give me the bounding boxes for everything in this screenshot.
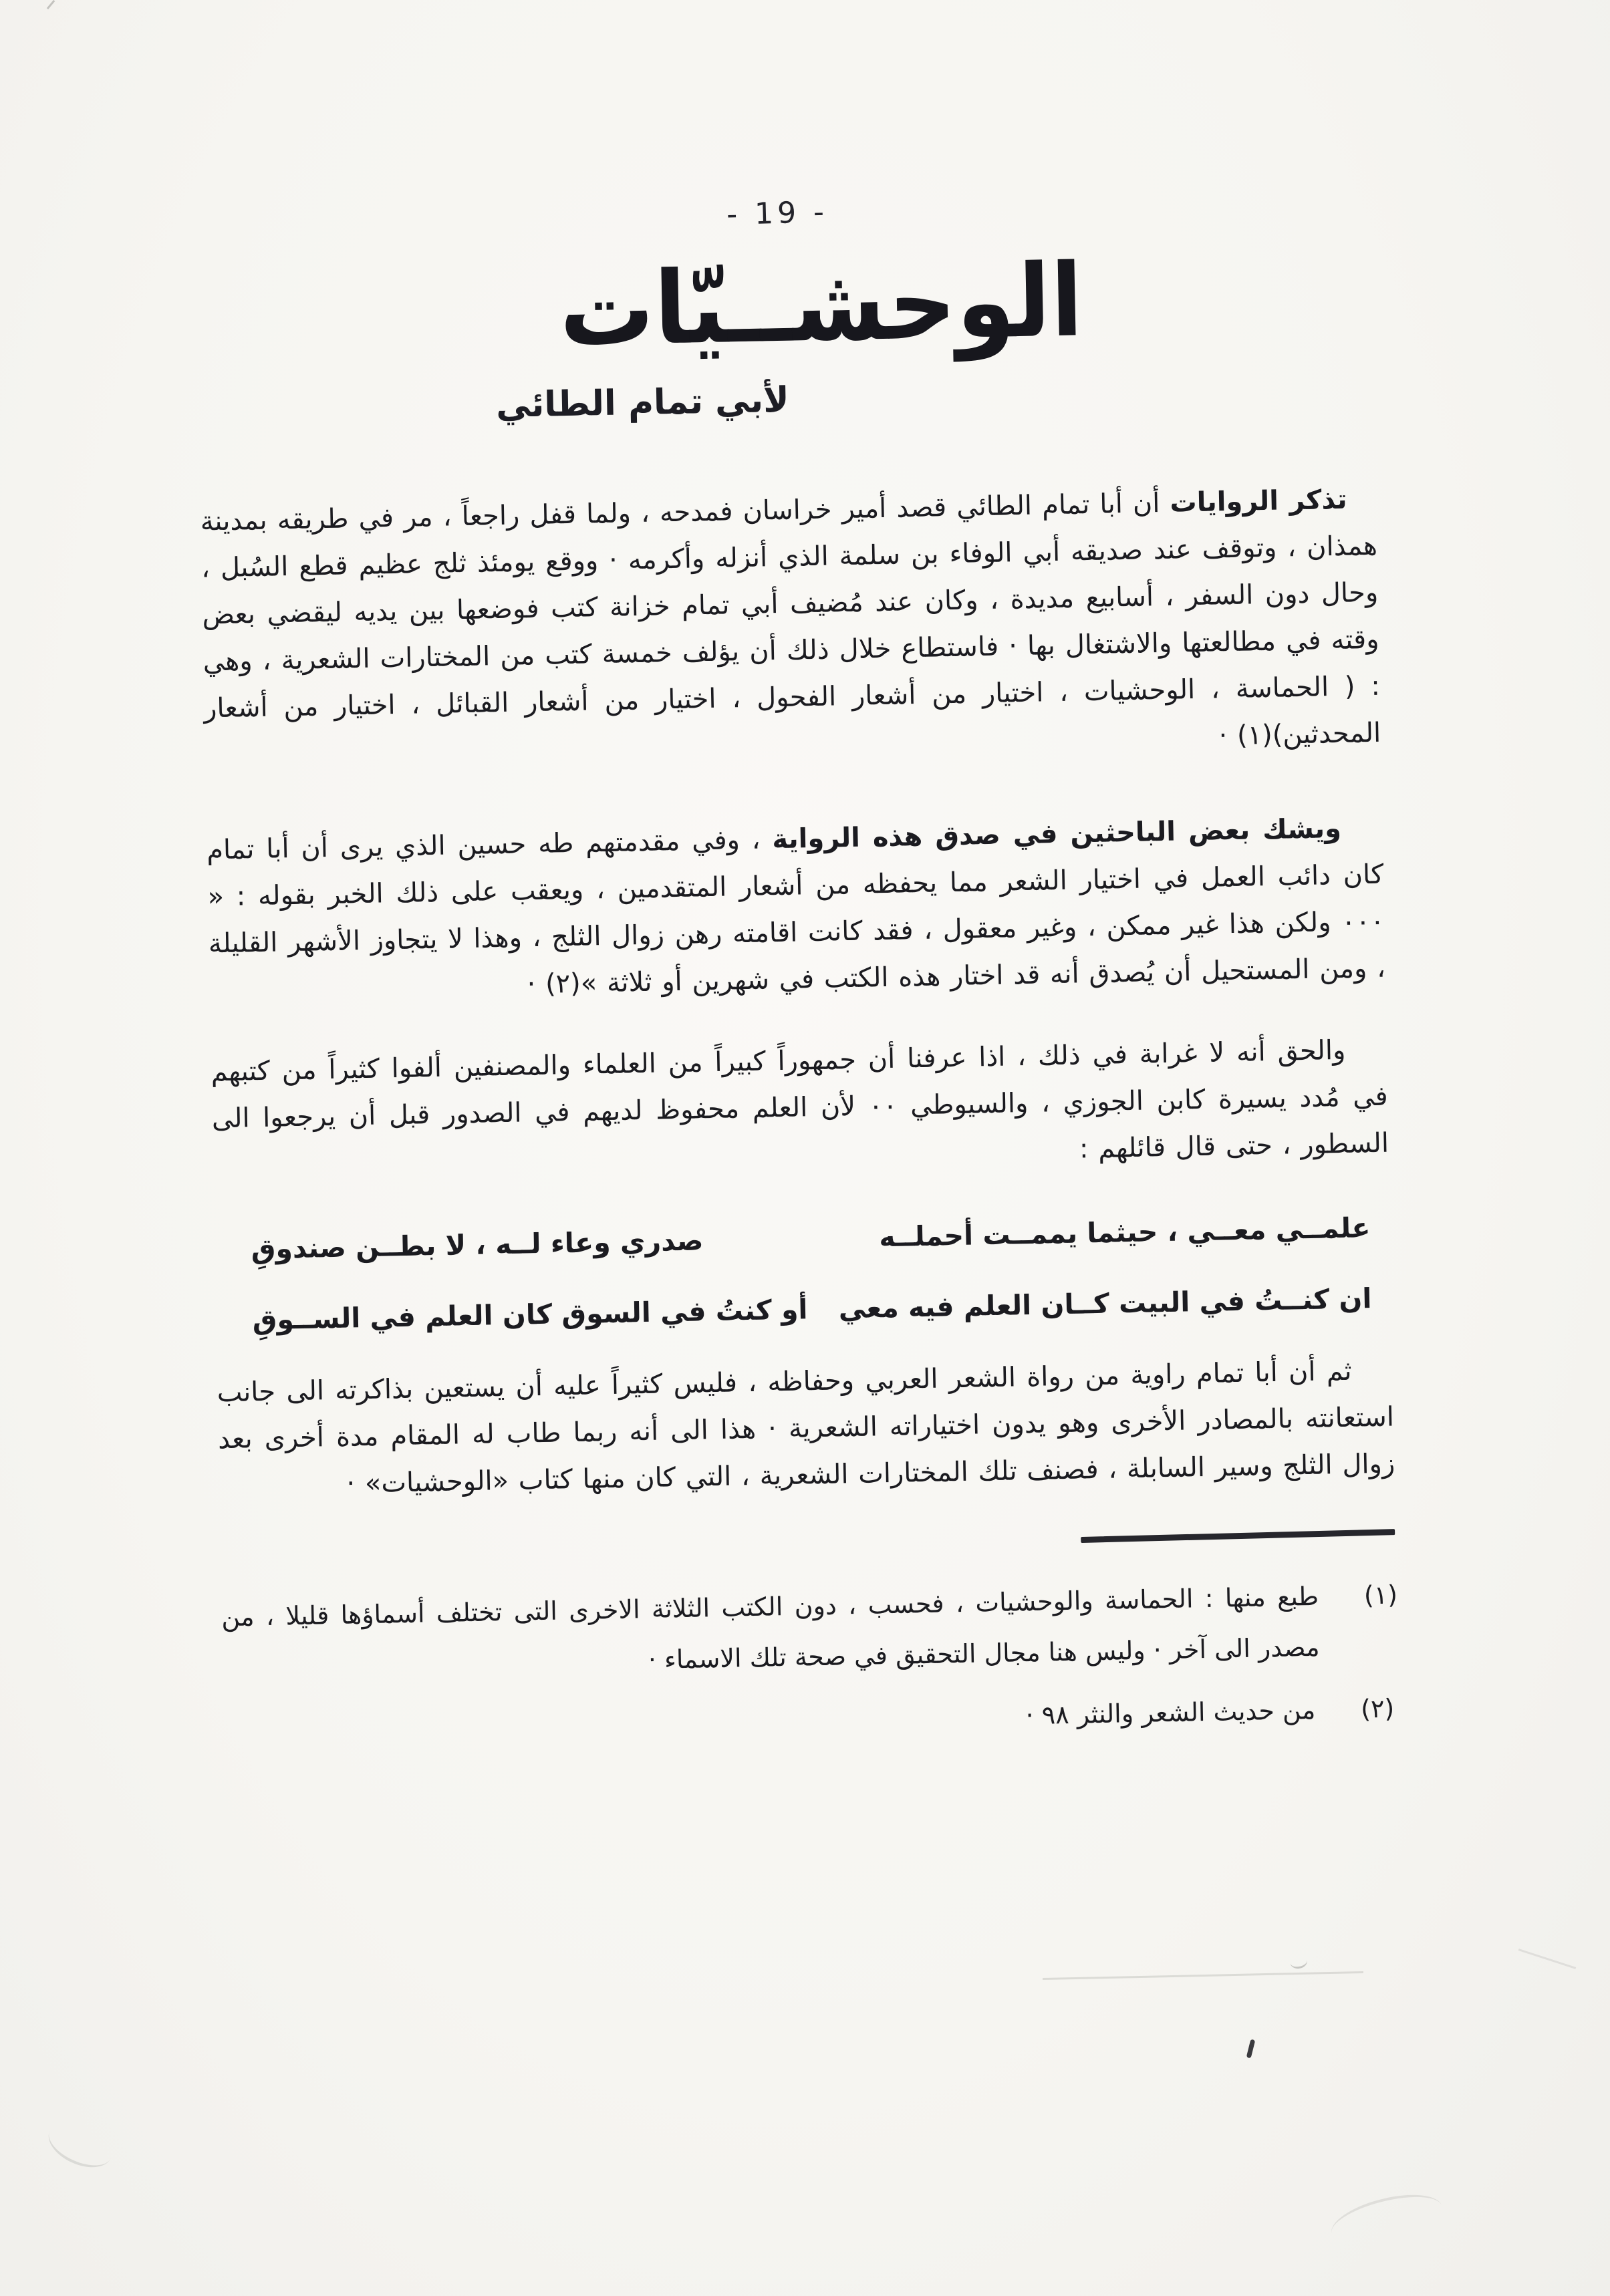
paragraph-4-text: ثم أن أبا تمام راوية من رواة الشعر العربي وحفاظه ، فليس كثيراً عليه أن يستعين بذاكرته الى جانب استعانته بالمصادر الأخرى وهو يدون اختياراته الشعرية · هذا الى أنه ربما طاب له المقام مدة أخرى بعد زوال الثلج وسير السابلة ، فصنف تلك المختارات الشعرية ، التي كان منها كتاب «الوحشيات» ·	[217, 1355, 1395, 1499]
paragraph-1-lead: تذكر الروايات	[1170, 484, 1347, 519]
scan-artifact	[1289, 1953, 1308, 1970]
scan-artifact	[47, 0, 66, 19]
scan-artifact	[41, 2113, 118, 2176]
footnote-1-number: (١)	[1363, 1580, 1398, 1610]
scan-artifact	[1246, 2039, 1256, 2059]
scan-artifact	[1043, 1971, 1363, 1980]
page-number: - 19 -	[726, 194, 829, 232]
scan-artifact	[1327, 2185, 1447, 2254]
footnote-2-text: من حديث الشعر والنثر ٩٨ ·	[1025, 1695, 1316, 1731]
footnotes	[221, 1570, 1400, 1757]
footnote-2-number: (٢)	[1360, 1693, 1395, 1724]
paragraph-2-lead: ويشك بعض الباحثين في صدق هذه الرواية	[771, 813, 1342, 855]
page-title: الوحشــيّات	[558, 243, 1085, 370]
page-content	[190, 0, 1400, 1756]
verse-1-right-hemistich: علمــي معــي ، حيثما يممــت أحملــه	[878, 1211, 1371, 1254]
footnote-1	[221, 1570, 1399, 1694]
paragraph-1	[200, 476, 1381, 779]
verse-2-left-hemistich: أو كنتُ في السوق كان العلم في الســوقِ	[252, 1293, 808, 1336]
paragraph-1-text: أن أبا تمام الطائي قصد أمير خراسان فمدحه ، ولما قفل راجعاً ، مر في طريقه بمدينة همذان ، وتوقف عند صديقه أبي الوفاء بن سلمة الذي أنزله وأكرمه · ووقع يومئذ ثلج عظيم قطع السُبل ، وحال دون السفر ، أسابيع مديدة ، وكان عند مُضيف أبي تمام خزانة كتب فوضعها بين يديه ليقضي بعض وقته في مطالعتها والاشتغال بها · فاستطاع خلال ذلك أن يؤلف خمسة كتب من المختارات الشعرية ، وهي : ( الحماسة ، الوحشيات ، اختيار من أشعار الفحول ، اختيار من أشعار القبائل ، اختيار من أشعار المحدثين)(١) ·	[200, 487, 1381, 752]
verse-line-2	[252, 1275, 1372, 1343]
scan-artifact	[1518, 1949, 1577, 1969]
footnote-1-text: طبع منها : الحماسة والوحشيات ، فحسب ، دون الكتب الثلاثة الاخرى التى تختلف أسماؤها قليلا ، من مصدر الى آخر · وليس هنا مجال التحقيق في صحة تلك الاسماء ·	[221, 1581, 1320, 1675]
poem	[214, 1204, 1392, 1344]
paragraph-3-text: والحق أنه لا غرابة في ذلك ، اذا عرفنا أن جمهوراً كبيراً من العلماء والمصنفين ألفوا كثيراً من كتبهم في مُدد يسيرة كابن الجوزي ، والسيوطي ٠٠ لأن العلم محفوظ لديهم في الصدور قبل أن يرجعوا الى السطور ، حتى قال قائلهم :	[211, 1034, 1389, 1165]
footnote-separator	[1081, 1529, 1395, 1543]
verse-2-right-hemistich: ان كنــتُ في البيت كــان العلم فيه معي	[838, 1282, 1372, 1325]
verse-1-left-hemistich: صدري وعاء لــه ، لا بطــن صندوقِ	[251, 1224, 704, 1266]
page-subtitle: لأبي تمام الطائي	[495, 380, 790, 426]
paragraph-4	[217, 1347, 1395, 1510]
verse-line-1	[251, 1204, 1371, 1272]
paragraph-3	[211, 1026, 1389, 1189]
footnote-2	[223, 1683, 1400, 1756]
paragraph-2	[207, 805, 1386, 1014]
paragraph-2-text: ، وفي مقدمتهم طه حسين الذي يرى أن أبا تمام كان دائب العمل في اختيار الشعر مما يحفظه من أشعار المتقدمين ، ويعقب على ذلك الخبر بقوله : « ٠٠٠ ولكن هذا غير ممكن ، وغير معقول ، فقد كانت اقامته رهن زوال الثلج ، وهذا لا يتجاوز الأشهر القليلة ، ومن المستحيل أن يُصدق أنه قد اختار هذه الكتب في شهرين أو ثلاثة »(٢) ·	[206, 824, 1386, 1000]
